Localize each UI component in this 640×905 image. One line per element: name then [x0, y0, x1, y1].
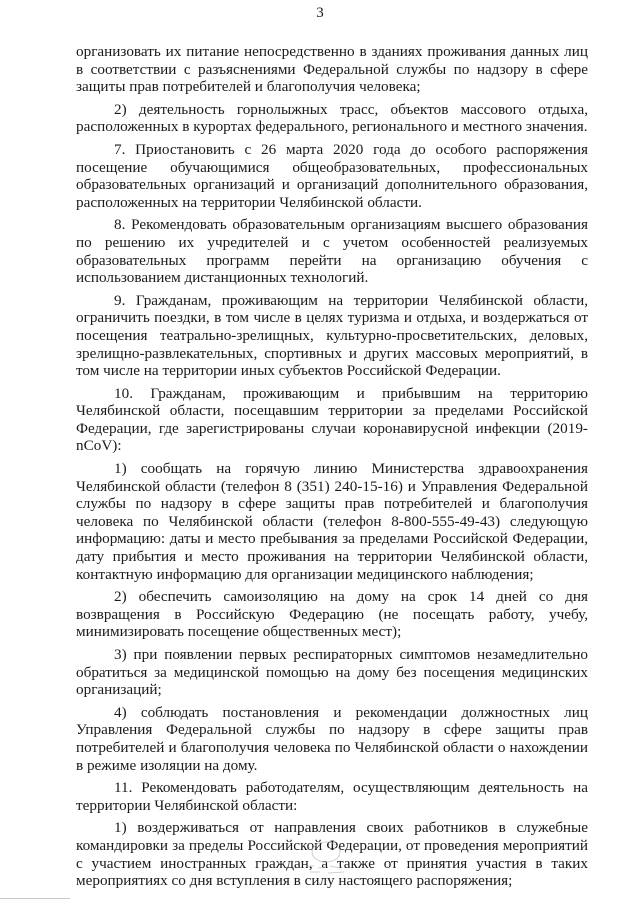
paragraph: 1) сообщать на горячую линию Министерства здравоохранения Челябинской области (телефон 8 (351) 240-15-16) и Управления Федеральной службы по надзору в сфере защиты прав потребителей и благополучия человека по Челябинской области (телефон 8-800-555-49-43) следующую информацию: даты и место пребывания за пределами Российской Федерации, дату прибытия и место проживания на территории Челябинской области, контактную информацию для организации медицинского наблюдения;	[76, 460, 588, 583]
paragraph: 3) при появлении первых респираторных симптомов незамедлительно обратиться за медицинской помощью на дому без посещения медицинских организаций;	[76, 646, 588, 699]
paragraph: организовать их питание непосредственно в зданиях проживания данных лиц в соответствии с разъяснениями Федеральной службы по надзору в сфере защиты прав потребителей и благополучия человека;	[76, 43, 588, 96]
paragraph: 2) деятельность горнолыжных трасс, объектов массового отдыха, расположенных в курортах федерального, регионального и местного значения.	[76, 100, 588, 136]
paragraph: 2) обеспечить самоизоляцию на дому на срок 14 дней со дня возвращения в Российскую Федерацию (не посещать работу, учебу, минимизировать посещение общественных мест);	[76, 588, 588, 641]
paragraph: 8. Рекомендовать образовательным организациям высшего образования по решению их учредителей и с учетом особенностей реализуемых образовательных программ перейти на организацию обучения с использованием дистанционных технологий.	[76, 216, 588, 287]
paragraph: 1) воздерживаться от направления своих работников в служебные командировки за пределы Российской Федерации, от проведения мероприятий с участием иностранных граждан, а также от принятия участия в таких мероприятиях со дня вступления в силу настоящего распоряжения;	[76, 819, 588, 890]
scan-edge-line	[0, 898, 70, 899]
document-body	[76, 43, 588, 895]
paragraph: 4) соблюдать постановления и рекомендации должностных лиц Управления Федеральной службы по надзору в сфере защиты прав потребителей и благополучия человека по Челябинской области о нахождении в режиме изоляции на дому.	[76, 703, 588, 774]
paragraph: 10. Гражданам, проживающим и прибывшим на территорию Челябинской области, посещавшим территории за пределами Российской Федерации, где зарегистрированы случаи коронавирусной инфекции (2019-nCoV):	[76, 384, 588, 455]
page-number: 3	[316, 5, 324, 21]
paragraph: 9. Гражданам, проживающим на территории Челябинской области, ограничить поездки, в том числе в целях туризма и отдыха, и воздержаться от посещения театрально-зрелищных, культурно-просветительских, деловых, зрелищно-развлекательных, спортивных и других массовых мероприятий, в том числе на территории иных субъектов Российской Федерации.	[76, 291, 588, 380]
paragraph: 7. Приостановить с 26 марта 2020 года до особого распоряжения посещение обучающимися общеобразовательных, профессиональных образовательных организаций и организаций дополнительного образования, расположенных на территории Челябинской области.	[76, 140, 588, 211]
paragraph: 11. Рекомендовать работодателям, осуществляющим деятельность на территории Челябинской области:	[76, 779, 588, 814]
faint-stamp-mark	[300, 838, 352, 878]
